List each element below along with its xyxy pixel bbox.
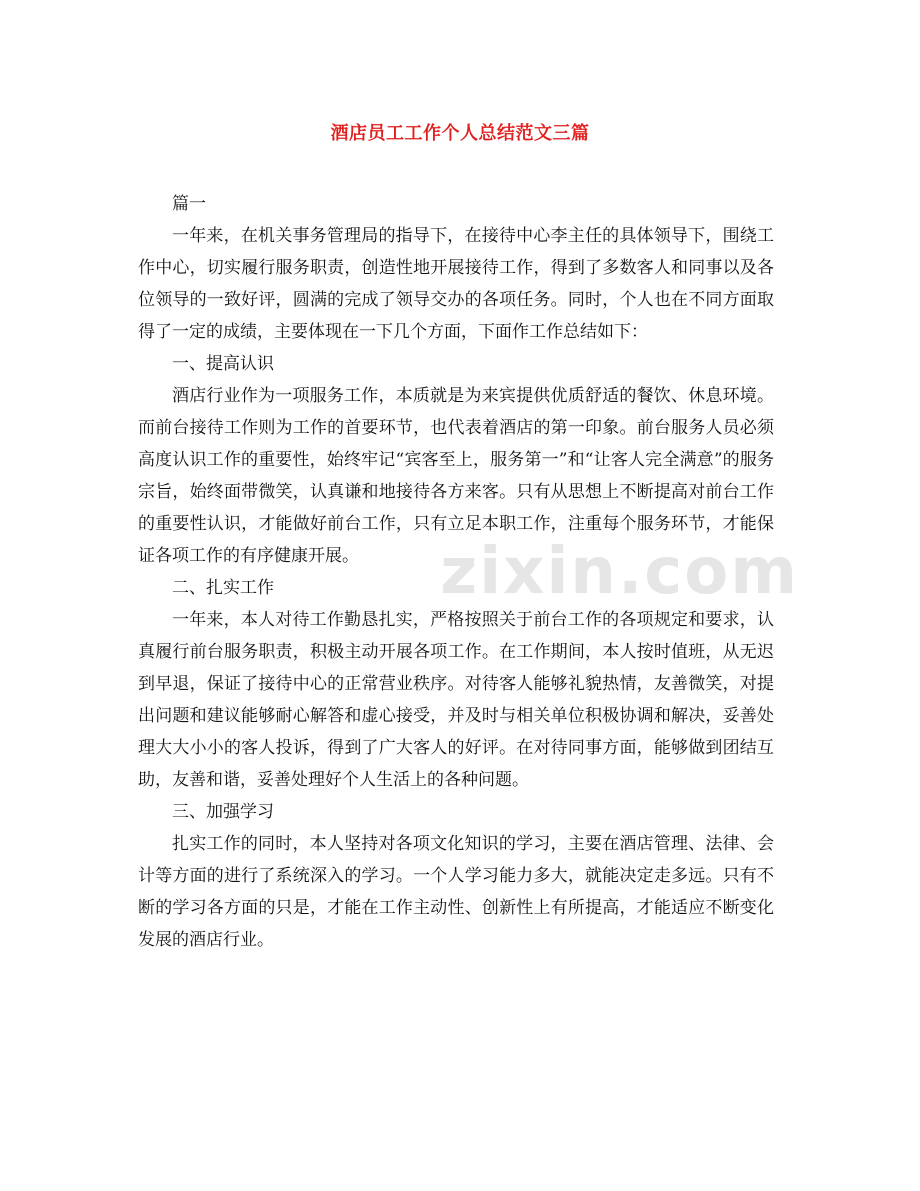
section-heading-part-one: 篇一 — [172, 194, 206, 214]
section-paragraph-3: 扎实工作的同时，本人坚持对各项文化知识的学习，主要在酒店管理、法律、会计等方面的进行了系统深入的学习。一个人学习能力多大，就能决定走多远。只有不断的学习各方面的只是，才能在工作主动性、创新性上有所提高，才能适应不断变化发展的酒店行业。 — [138, 834, 774, 950]
section-heading-3: 三、加强学习 — [172, 802, 274, 822]
intro-paragraph: 一年来，在机关事务管理局的指导下，在接待中心李主任的具体领导下，围绕工作中心，切实履行服务职责，创造性地开展接待工作，得到了多数客人和同事以及各位领导的一致好评，圆满的完成了领导交办的各项任务。同时，个人也在不同方面取得了一定的成绩，主要体现在一下几个方面，下面作工作总结如下： — [138, 226, 774, 342]
document-title: 酒店员工工作个人总结范文三篇 — [330, 123, 590, 144]
section-paragraph-1: 酒店行业作为一项服务工作，本质就是为来宾提供优质舒适的餐饮、休息环境。而前台接待工作则为工作的首要环节，也代表着酒店的第一印象。前台服务人员必须高度认识工作的重要性，始终牢记“宾客至上，服务第一”和“让客人完全满意”的服务宗旨，始终面带微笑，认真谦和地接待各方来客。只有从思想上不断提高对前台工作的重要性认识，才能做好前台工作，只有立足本职工作，注重每个服务环节，才能保证各项工作的有序健康开展。 — [138, 386, 774, 566]
document-body — [138, 188, 774, 956]
section-heading-2: 二、扎实工作 — [172, 578, 274, 598]
watermark: zixin.com — [440, 535, 799, 609]
section-paragraph-2: 一年来，本人对待工作勤恳扎实，严格按照关于前台工作的各项规定和要求，认真履行前台服务职责，积极主动开展各项工作。在工作期间，本人按时值班，从无迟到早退，保证了接待中心的正常营业秩序。对待客人能够礼貌热情，友善微笑，对提出问题和建议能够耐心解答和虚心接受，并及时与相关单位积极协调和解决，妥善处理大大小小的客人投诉，得到了广大客人的好评。在对待同事方面，能够做到团结互助，友善和谐，妥善处理好个人生活上的各种问题。 — [138, 610, 774, 790]
section-heading-1: 一、提高认识 — [172, 354, 274, 374]
